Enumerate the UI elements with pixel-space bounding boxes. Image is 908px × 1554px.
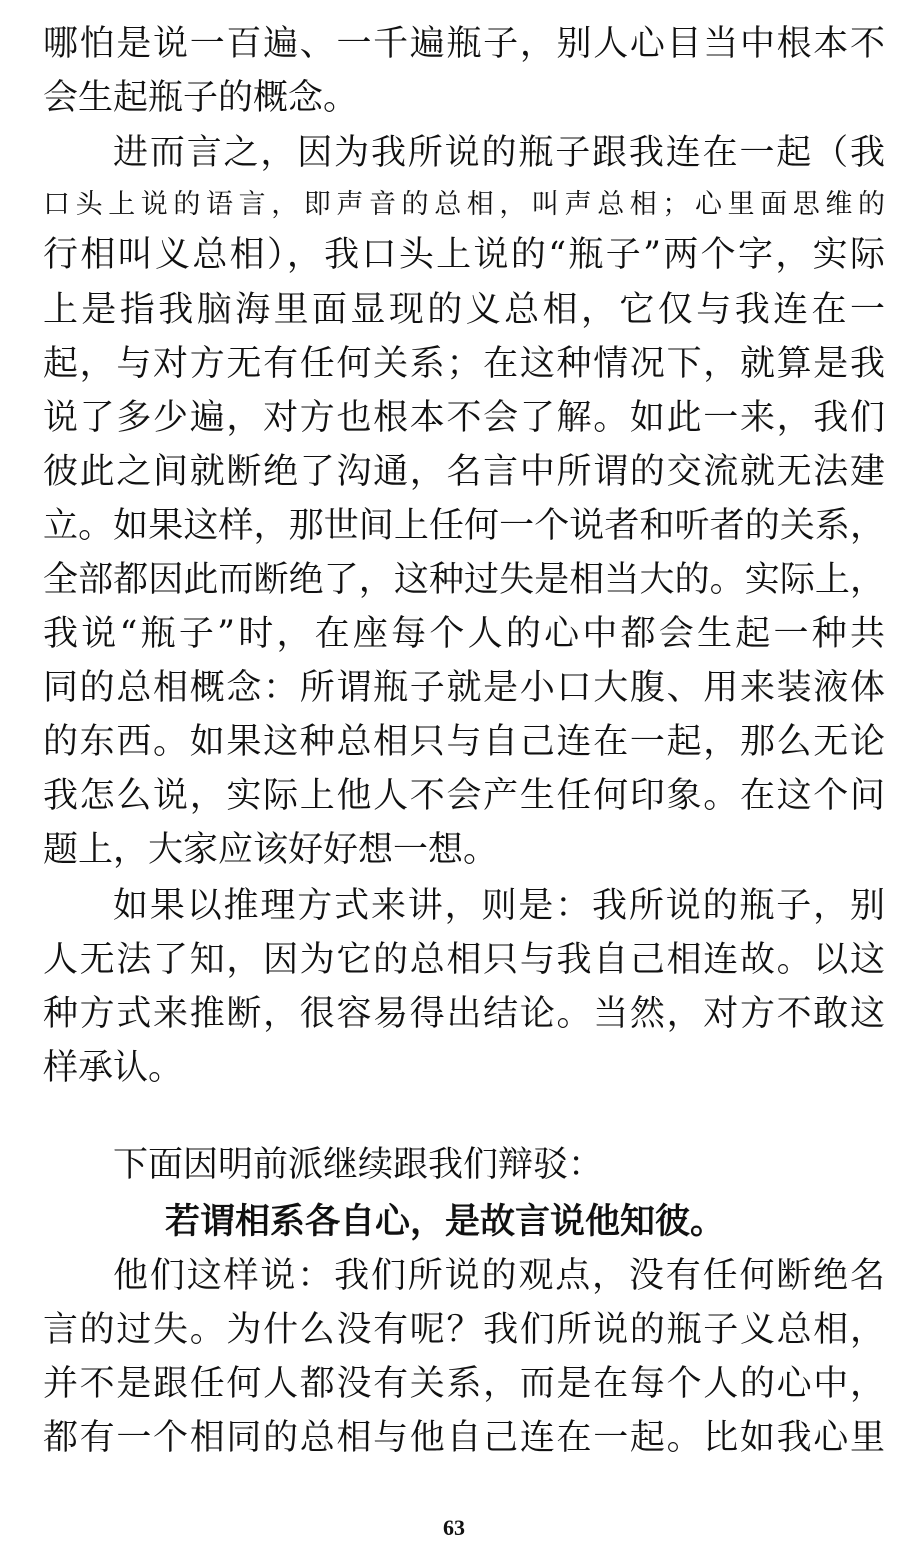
text-line: 说了多少遍，对方也根本不会了解。如此一来，我们	[43, 398, 885, 438]
paragraph-start-line: 进而言之，因为我所说的瓶子跟我连在一起（我	[113, 133, 885, 173]
text-line: 同的总相概念：所谓瓶子就是小口大腹、用来装液体	[43, 668, 885, 708]
text-line: 行相叫义总相），我口头上说的“瓶子”两个字，实际	[43, 235, 885, 275]
text-line: 彼此之间就断绝了沟通，名言中所谓的交流就无法建	[43, 452, 885, 492]
text-line: 上是指我脑海里面显现的义总相，它仅与我连在一	[43, 290, 885, 330]
text-line: 种方式来推断，很容易得出结论。当然，对方不敢这	[43, 994, 885, 1034]
text-line: 都有一个相同的总相与他自己连在一起。比如我心里	[43, 1418, 885, 1458]
text-line: 会生起瓶子的概念。	[43, 78, 359, 118]
verse-line: 若谓相系各自心，是故言说他知彼。	[165, 1202, 726, 1242]
text-line: 样承认。	[43, 1048, 184, 1088]
text-line: 立。如果这样，那世间上任何一个说者和听者的关系，	[43, 506, 885, 546]
text-line: 哪怕是说一百遍、一千遍瓶子，别人心目当中根本不	[43, 24, 885, 64]
text-line: 人无法了知，因为它的总相只与我自己相连故。以这	[43, 940, 885, 980]
text-line: 我怎么说，实际上他人不会产生任何印象。在这个问	[43, 776, 885, 816]
text-line: 言的过失。为什么没有呢？我们所说的瓶子义总相，	[43, 1310, 885, 1350]
text-line: 我说“瓶子”时，在座每个人的心中都会生起一种共	[43, 614, 885, 654]
text-line: 的东西。如果这种总相只与自己连在一起，那么无论	[43, 722, 885, 762]
text-line: 并不是跟任何人都没有关系，而是在每个人的心中，	[43, 1364, 885, 1404]
page-number: 63	[443, 1515, 465, 1540]
note-line: 口头上说的语言，即声音的总相，叫声总相；心里面思维的	[43, 189, 885, 220]
paragraph-start-line: 下面因明前派继续跟我们辩驳：	[113, 1145, 604, 1185]
text-line: 全部都因此而断绝了，这种过失是相当大的。实际上，	[43, 560, 885, 600]
text-line: 起，与对方无有任何关系；在这种情况下，就算是我	[43, 344, 885, 384]
paragraph-start-line: 如果以推理方式来讲，则是：我所说的瓶子，别	[113, 886, 885, 926]
text-line: 题上，大家应该好好想一想。	[43, 830, 499, 870]
paragraph-start-line: 他们这样说：我们所说的观点，没有任何断绝名	[113, 1256, 885, 1296]
